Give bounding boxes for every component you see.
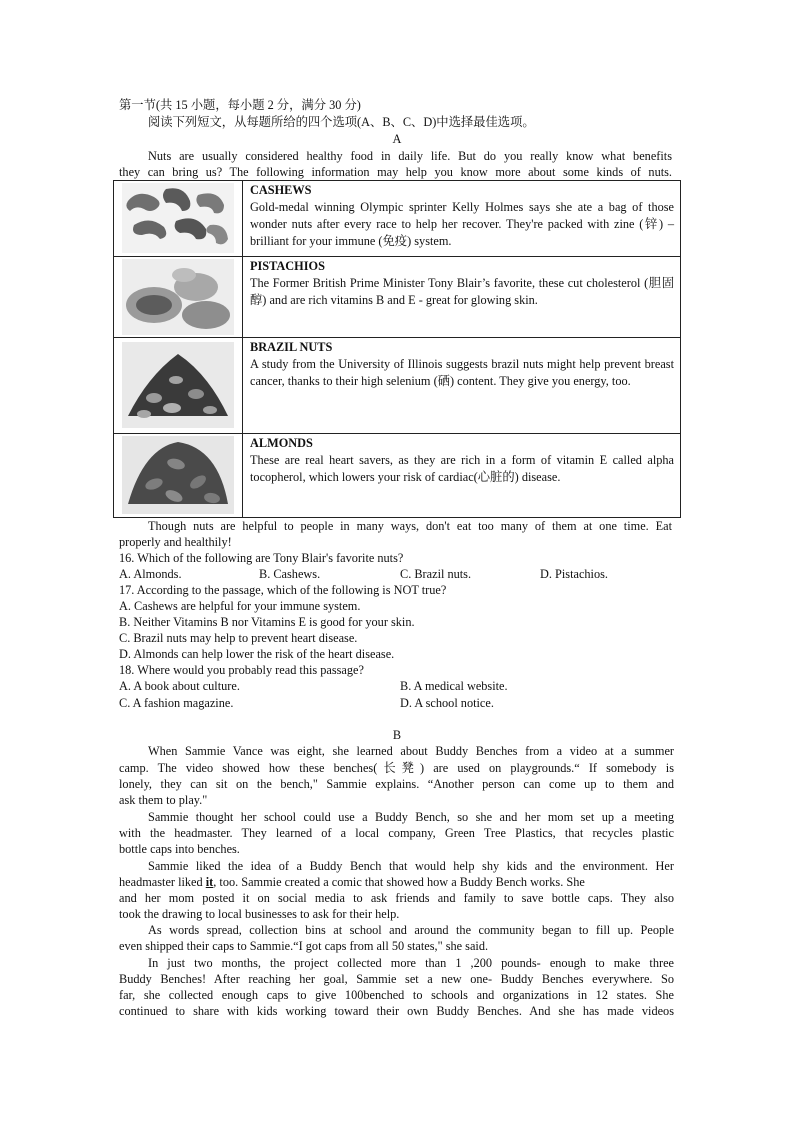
passage-b-line xyxy=(119,874,674,890)
pistachios-photo xyxy=(114,257,242,337)
question-16-option-c[interactable]: C. Brazil nuts. xyxy=(400,567,472,581)
nut-row xyxy=(114,338,681,434)
passage-a-intro-line: Nuts are usually considered healthy food in daily life. But do you really know what benefits xyxy=(148,149,672,163)
section-header: 第一节(共 15 小题，每小题 2 分，满分 30 分) xyxy=(119,98,361,112)
passage-a-label: A xyxy=(392,132,402,146)
passage-b-line: even shipped their caps to Sammie.“I got caps from all 50 states," she said. xyxy=(119,939,489,953)
brazil-nut-mark xyxy=(169,376,183,384)
passage-b-line: took the drawing to local businesses to ask for their help. xyxy=(119,907,400,921)
nut-text: The Former British Prime Minister Tony Blair’s favorite, these cut cholesterol (胆固醇) and are rich vitamins B and E - great for glowing skin. xyxy=(250,276,674,307)
nut-description xyxy=(243,181,681,257)
question-18-option-b[interactable]: B. A medical website. xyxy=(400,679,508,693)
question-16-option-a[interactable]: A. Almonds. xyxy=(119,567,182,581)
nut-image-cell xyxy=(114,181,243,257)
question-16-option-d[interactable]: D. Pistachios. xyxy=(540,567,608,581)
passage-b-line: and her mom posted it on social media to ask friends and family to save bottle caps. They also xyxy=(119,891,674,905)
question-17-option-b[interactable]: B. Neither Vitamins B nor Vitamins E is good for your skin. xyxy=(119,615,415,629)
question-18-option-d[interactable]: D. A school notice. xyxy=(400,696,494,710)
passage-b-line: As words spread, collection bins at school and around the community began to fill up. People xyxy=(148,923,674,937)
nut-name: BRAZIL NUTS xyxy=(250,340,333,354)
question-16-stem: 16. Which of the following are Tony Blair's favorite nuts? xyxy=(119,551,404,565)
passage-a-intro-line: they can bring us? The following information may help you know more about some kinds of nuts. xyxy=(119,165,672,179)
cashews-photo xyxy=(114,181,242,255)
passage-b-line: far, she collected enough caps to give 100benched to schools and organizations in 12 states. She xyxy=(119,988,674,1002)
nuts-table xyxy=(113,180,681,518)
nut-description xyxy=(243,434,681,518)
nut-text: These are real heart savers, as they are rich in a form of vitamin E called alpha tocopherol, which lowers your risk of cardiac(心脏的) disease. xyxy=(250,453,674,484)
nut-name: CASHEWS xyxy=(250,183,312,197)
passage-b-line: lonely, they can sit on the bench," Sammie explains. “Another person can come up to them and xyxy=(119,777,674,791)
nut-description xyxy=(243,338,681,434)
passage-b-line: Sammie liked the idea of a Buddy Bench that would help shy kids and the environment. Her xyxy=(148,859,674,873)
passage-b-line: ask them to play." xyxy=(119,793,208,807)
passage-b-line: with the headmaster. They learned of a local company, Green Tree Plastics, that recycles plastic xyxy=(119,826,674,840)
nut-image-cell xyxy=(114,257,243,338)
brazil-nut-mark xyxy=(163,403,181,413)
almonds-photo xyxy=(114,434,242,516)
passage-b-text: , too. Sammie created a comic that showed how a Buddy Bench works. She xyxy=(213,875,585,889)
passage-b-line: In just two months, the project collected more than 1 ,200 pounds- enough to make three xyxy=(148,956,674,970)
passage-b-text: headmaster liked xyxy=(119,875,206,889)
brazil-nut-mark xyxy=(146,393,162,403)
passage-b-line: Sammie thought her school could use a Buddy Bench, so she and her mom set up a meeting xyxy=(148,810,674,824)
passage-a-outro-line: Though nuts are helpful to people in many ways, don't eat too many of them at one time. Eat xyxy=(148,519,672,533)
passage-b-line: When Sammie Vance was eight, she learned about Buddy Benches from a video at a summer xyxy=(148,744,674,758)
pistachio-mark xyxy=(136,295,172,315)
nut-name: ALMONDS xyxy=(250,436,313,450)
pistachio-mark xyxy=(182,301,230,329)
pistachio-mark xyxy=(172,268,196,282)
passage-a-outro-line: properly and healthily! xyxy=(119,535,232,549)
passage-b-line: continued to share with kids working toward their own Buddy Benches. And she has made videos xyxy=(119,1004,674,1018)
question-16-option-b[interactable]: B. Cashews. xyxy=(259,567,321,581)
nut-image-cell xyxy=(114,338,243,434)
passage-b-line: bottle caps into benches. xyxy=(119,842,240,856)
nut-name: PISTACHIOS xyxy=(250,259,325,273)
nut-row xyxy=(114,181,681,257)
nut-row xyxy=(114,434,681,518)
brazil-nut-mark xyxy=(203,406,217,414)
nut-text: Gold-medal winning Olympic sprinter Kelly Holmes says she ate a bag of those wonder nuts after every race to help her recover. They're packed with zine (锌) – brilliant for your immune (免疫) system. xyxy=(250,200,674,248)
passage-b-label: B xyxy=(392,728,402,742)
underlined-word-it: it xyxy=(205,875,214,889)
brazil-nuts-photo xyxy=(114,338,242,432)
question-17-option-c[interactable]: C. Brazil nuts may help to prevent heart disease. xyxy=(119,631,358,645)
nut-image-cell xyxy=(114,434,243,518)
nut-description xyxy=(243,257,681,338)
passage-b-line: camp. The video showed how these benches(长凳) are used on playgrounds.“ If somebody is xyxy=(119,761,674,775)
question-17-stem: 17. According to the passage, which of the following is NOT true? xyxy=(119,583,447,597)
question-18-stem: 18. Where would you probably read this passage? xyxy=(119,663,364,677)
question-18-option-c[interactable]: C. A fashion magazine. xyxy=(119,696,234,710)
question-18-option-a[interactable]: A. A book about culture. xyxy=(119,679,240,693)
brazil-nut-mark xyxy=(188,389,204,399)
section-instruction: 阅读下列短文，从每题所给的四个选项(A、B、C、D)中选择最佳选项。 xyxy=(148,115,535,129)
nut-text: A study from the University of Illinois suggests brazil nuts might help prevent breast cancer, thanks to their high selenium (硒) content. They give you energy, too. xyxy=(250,357,674,388)
passage-b-line: Buddy Benches! After reaching her goal, Sammie set a new one- Buddy Benches everywhere. So xyxy=(119,972,674,986)
question-17-option-d[interactable]: D. Almonds can help lower the risk of the heart disease. xyxy=(119,647,395,661)
nut-row xyxy=(114,257,681,338)
brazil-nut-mark xyxy=(137,410,151,418)
question-17-option-a[interactable]: A. Cashews are helpful for your immune system. xyxy=(119,599,361,613)
